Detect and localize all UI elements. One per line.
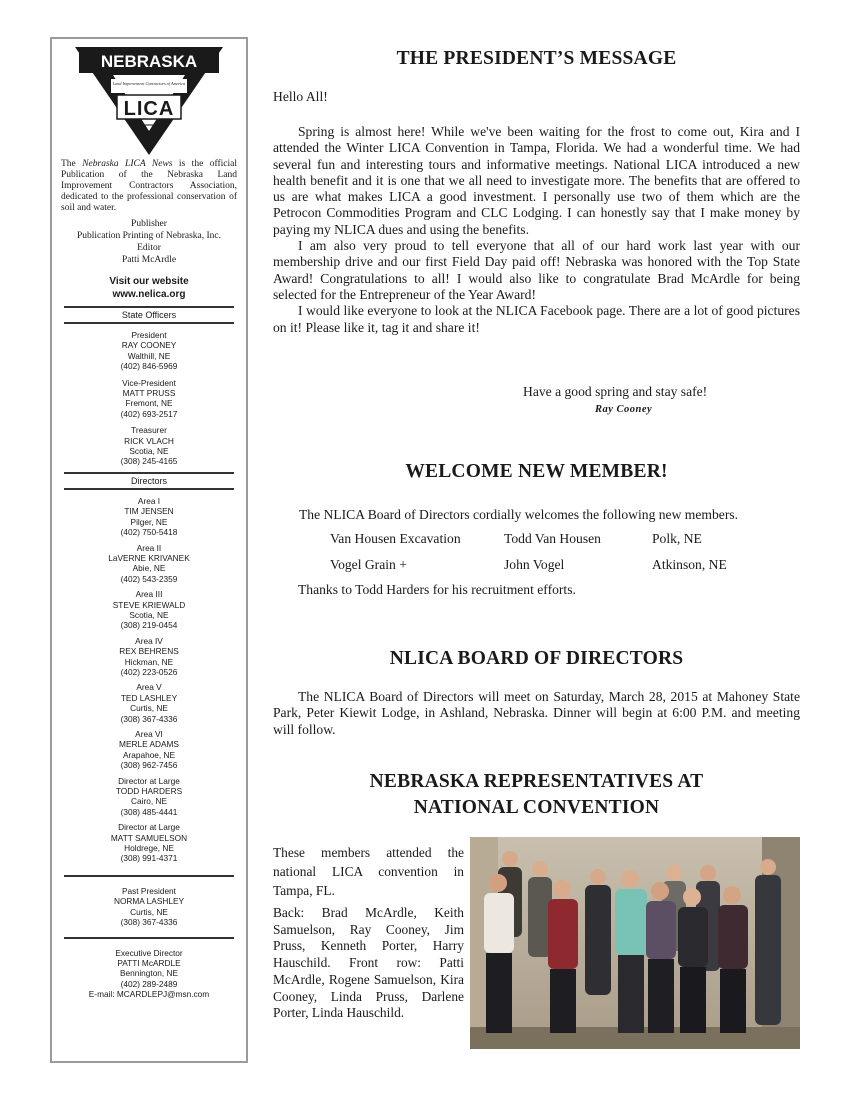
director-name: LaVERNE KRIVANEK	[108, 552, 190, 563]
director-area-6	[61, 729, 237, 771]
member-person: Todd Van Housen	[504, 531, 601, 546]
officer-president	[61, 330, 237, 372]
presidents-message-heading: THE PRESIDENT’S MESSAGE	[396, 48, 677, 69]
director-name: STEVE KRIEWALD	[112, 599, 186, 610]
director-city: Scotia, NE	[129, 609, 169, 620]
director-at-large-2	[61, 822, 237, 864]
past-president-city: Curtis, NE	[130, 906, 168, 917]
member-person: John Vogel	[504, 557, 565, 572]
divider	[64, 488, 234, 490]
officer-phone: (402) 693-2517	[120, 408, 178, 419]
past-president	[61, 886, 237, 928]
director-city: Cairo, NE	[131, 796, 167, 807]
logo-top-text: NEBRASKA	[100, 52, 198, 71]
officer-treasurer	[61, 425, 237, 467]
paragraph: Spring is almost here! While we've been waiting for the frost to come out, Kira and I attended the Winter LICA Convention in Tampa, Florida. We had a wonderful time. We had several fun and interesting tours and informative meetings. National LICA introduced a new health benefit and it is one that we all need to investigate more. The benefits that are offered to us are what makes LICA a good investment. I personally use two of them which are the Petrocon Commodities Program and CLC Lodging. I can honestly say that I make money by paying my NLICA dues and using the benefits.	[273, 124, 800, 237]
director-name: MERLE ADAMS	[119, 739, 179, 750]
executive-director-city: Bennington, NE	[119, 968, 179, 979]
director-phone: (402) 750-5418	[120, 527, 178, 538]
paragraph: I would like everyone to look at the NLICA Facebook page. There are a lot of good pictures on it! Please like it, tag it and share it!	[273, 303, 800, 335]
officer-name: RAY COONEY	[121, 340, 177, 351]
director-title: Director at Large	[118, 822, 180, 833]
director-city: Curtis, NE	[130, 703, 168, 714]
publisher-name: Publication Printing of Nebraska, Inc.	[76, 231, 222, 241]
divider	[64, 322, 234, 324]
executive-director-email[interactable]: E-mail: MCARDLEPJ@msn.com	[88, 989, 210, 1000]
masthead-sidebar	[50, 37, 248, 1063]
director-city: Holdrege, NE	[124, 843, 174, 854]
past-president-phone: (308) 367-4336	[120, 917, 178, 928]
member-company: Vogel Grain +	[330, 557, 407, 572]
officer-title: Vice-President	[122, 377, 176, 388]
executive-director-name: PATTI McARDLE	[117, 957, 181, 968]
officer-city: Scotia, NE	[129, 446, 169, 457]
executive-director-title: Executive Director	[115, 947, 183, 958]
logo-middle-text: Land Improvement Contractors of America	[112, 81, 186, 86]
director-area-4	[61, 636, 237, 678]
director-title: Area I	[137, 495, 161, 506]
divider	[64, 937, 234, 939]
logo-bottom-text: LICA	[123, 98, 175, 120]
photo-caption-names: Back: Brad McArdle, Keith Samuelson, Ray Cooney, Jim Pruss, Kenneth Porter, Harry Hauschild. Front row: Patti McArdle, Rogene Samuelson, Kira Cooney, Linda Pruss, Darlene Porter, Linda Hauschild.	[273, 905, 464, 1021]
convention-heading-line-1: NEBRASKA REPRESENTATIVES AT	[369, 771, 704, 792]
recruitment-thanks: Thanks to Todd Harders for his recruitment efforts.	[298, 582, 576, 597]
director-title: Area IV	[135, 635, 163, 646]
nebraska-lica-logo	[73, 45, 225, 157]
director-title: Director at Large	[118, 775, 180, 786]
member-company: Van Housen Excavation	[330, 531, 461, 546]
board-heading: NLICA BOARD OF DIRECTORS	[389, 648, 684, 669]
director-name: REX BEHRENS	[119, 646, 179, 657]
masthead-description	[61, 159, 237, 214]
director-phone: (402) 223-0526	[120, 666, 178, 677]
photo-caption-intro: These members attended the national LICA convention in Tampa, FL.	[273, 845, 464, 899]
officer-phone: (402) 846-5969	[120, 361, 178, 372]
officer-vice-president	[61, 378, 237, 420]
presidents-message-body	[273, 124, 800, 336]
officer-name: RICK VLACH	[124, 435, 174, 446]
officer-name: MATT PRUSS	[122, 388, 176, 399]
website-label: Visit our website	[109, 276, 189, 287]
member-location: Polk, NE	[652, 531, 702, 546]
signature: Ray Cooney	[595, 404, 653, 415]
director-name: TIM JENSEN	[124, 506, 174, 517]
officer-city: Walthill, NE	[127, 350, 171, 361]
member-location: Atkinson, NE	[652, 557, 727, 572]
masthead-suffix: is the official Publication of the Nebraska Land Improvement Contractors Association, dedicated to the professional conservation of soil and water.	[61, 159, 237, 213]
editor-name: Patti McArdle	[121, 255, 177, 265]
director-area-5	[61, 682, 237, 724]
website-url[interactable]: www.nelica.org	[112, 289, 186, 300]
publisher-label: Publisher	[131, 219, 167, 229]
welcome-heading: WELCOME NEW MEMBER!	[405, 461, 668, 482]
director-at-large-1	[61, 776, 237, 818]
officer-city: Fremont, NE	[125, 398, 173, 409]
convention-group-photo	[470, 837, 800, 1049]
director-phone: (308) 962-7456	[120, 760, 178, 771]
welcome-intro: The NLICA Board of Directors cordially welcomes the following new members.	[299, 507, 739, 522]
director-phone: (402) 543-2359	[120, 573, 178, 584]
director-name: TED LASHLEY	[120, 692, 178, 703]
board-meeting-text: The NLICA Board of Directors will meet on Saturday, March 28, 2015 at Mahoney State Park, Peter Kiewit Lodge, in Ashland, Nebraska. Dinner will begin at 6:00 P.M. and meeting will follow.	[273, 689, 800, 737]
directors-heading: Directors	[130, 475, 167, 486]
director-city: Abie, NE	[132, 563, 166, 574]
director-title: Area VI	[135, 729, 163, 739]
closing-line: Have a good spring and stay safe!	[523, 384, 708, 399]
director-title: Area II	[136, 542, 162, 553]
director-phone: (308) 219-0454	[120, 620, 178, 631]
director-phone: (308) 485-4441	[120, 806, 178, 817]
executive-director	[61, 948, 237, 1000]
editor-label: Editor	[137, 243, 161, 253]
director-city: Pilger, NE	[130, 516, 168, 527]
officer-title: President	[131, 330, 167, 340]
director-name: TODD HARDERS	[115, 786, 183, 797]
director-phone: (308) 991-4371	[120, 853, 178, 864]
masthead-prefix: The	[61, 159, 83, 169]
officer-title: Treasurer	[131, 425, 167, 436]
director-area-1	[61, 496, 237, 538]
director-title: Area V	[136, 682, 162, 693]
officer-phone: (308) 245-4165	[120, 456, 178, 467]
past-president-title: Past President	[122, 885, 176, 896]
director-phone: (308) 367-4336	[120, 713, 178, 724]
director-area-2	[61, 543, 237, 585]
convention-heading-line-2: NATIONAL CONVENTION	[413, 797, 660, 818]
director-city: Arapahoe, NE	[122, 749, 176, 760]
divider	[64, 875, 234, 877]
paragraph: I am also very proud to tell everyone that all of our hard work last year with our membership drive and our first Field Day paid off! Nebraska was honored with the Top State Award! Congratulations to all! I would also like to congratulate Brad McArdle for being selected for the Entrepreneur of the Year Award!	[273, 238, 800, 302]
past-president-name: NORMA LASHLEY	[113, 896, 185, 907]
director-area-3	[61, 589, 237, 631]
director-name: MATT SAMUELSON	[110, 832, 188, 843]
greeting: Hello All!	[273, 89, 328, 104]
executive-director-phone: (402) 289-2489	[120, 978, 178, 989]
director-title: Area III	[135, 589, 163, 600]
director-city: Hickman, NE	[124, 656, 174, 667]
publication-title: Nebraska LICA News	[82, 159, 173, 169]
website-callout	[61, 275, 237, 301]
state-officers-heading: State Officers	[121, 310, 177, 320]
